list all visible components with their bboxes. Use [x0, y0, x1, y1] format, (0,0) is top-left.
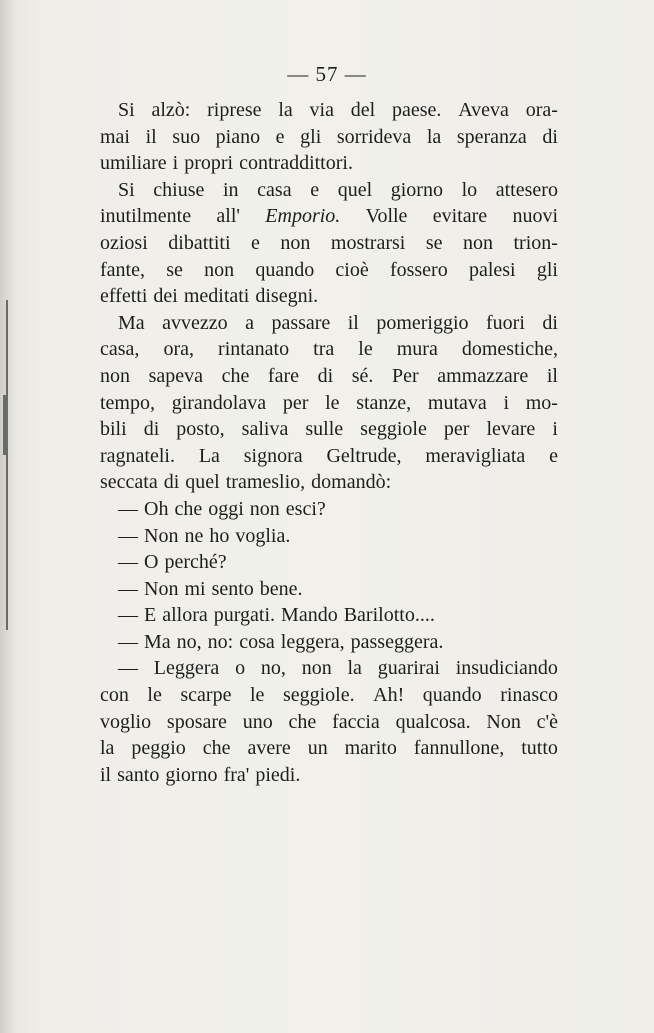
word: avere [247, 737, 291, 760]
word: saliva [241, 418, 289, 441]
text-line [100, 762, 558, 789]
word: sorrideva [336, 125, 412, 148]
word: quando [255, 258, 315, 281]
word: inutilmente [100, 205, 192, 228]
word: il [145, 125, 157, 148]
word: fare [267, 364, 299, 387]
word: pomeriggio [376, 311, 469, 334]
word: casa [257, 178, 292, 201]
word: bene. [259, 577, 303, 600]
word: — [118, 551, 138, 574]
word: palesi [468, 258, 516, 281]
text-line [100, 496, 558, 523]
word: marito [344, 737, 397, 760]
word: passeggera. [350, 630, 444, 653]
word: Emporio. [265, 205, 341, 228]
word: le [358, 338, 373, 361]
word: dei [153, 285, 178, 308]
word: fossero [389, 258, 448, 281]
text-line [100, 549, 558, 576]
word: di [317, 364, 334, 387]
word: propri [184, 152, 234, 175]
text-line [100, 416, 558, 443]
text-line [100, 124, 558, 151]
word: guarirai [377, 657, 440, 680]
word: Geltrude, [326, 444, 402, 467]
word: Si [118, 99, 135, 121]
text-line [100, 576, 558, 603]
word: — [118, 657, 138, 680]
binding-shadow-mark [6, 300, 8, 630]
word: e [251, 231, 260, 254]
text-line [100, 629, 558, 656]
word: mostrarsi [330, 231, 406, 254]
word: ragnateli. [100, 444, 175, 467]
word: per [282, 391, 309, 414]
word: Barilotto.... [343, 604, 435, 627]
word: tutto [521, 737, 558, 760]
word: lo [461, 178, 478, 201]
word: Ah! [373, 684, 405, 707]
word: non [463, 231, 493, 254]
word: seggiole. [282, 684, 355, 707]
word: scarpe [180, 684, 232, 707]
word: — [118, 497, 138, 520]
word: — [118, 577, 138, 600]
word: sé. [351, 364, 374, 387]
word: piano [215, 125, 261, 148]
word: oggi [208, 497, 244, 520]
word: e [549, 444, 558, 467]
word: umiliare [100, 152, 167, 175]
word: Per [391, 364, 419, 387]
word: o [235, 657, 246, 680]
word: Mando [281, 604, 338, 627]
word: qualcosa. [395, 710, 471, 733]
word: il [100, 763, 112, 786]
word: del [350, 99, 376, 121]
word: faccia [332, 710, 380, 733]
word: mo- [525, 391, 558, 414]
word: paese. [391, 99, 442, 121]
word: ora- [525, 99, 558, 121]
text-line [100, 310, 558, 337]
word: dibattiti [168, 231, 231, 254]
word: sulle [305, 418, 344, 441]
word: no, [176, 630, 202, 653]
word: fante, [100, 258, 145, 281]
word: via [309, 99, 334, 121]
word: Non [144, 524, 179, 547]
word: effetti [100, 285, 148, 308]
word: riprese [207, 99, 262, 121]
word: le [250, 684, 265, 707]
text-line [100, 709, 558, 736]
word: tra [313, 338, 335, 361]
word: cosa [239, 630, 275, 653]
word: mutava [427, 391, 487, 414]
word: le [147, 684, 162, 707]
word: oziosi [100, 231, 148, 254]
word: la [426, 125, 442, 148]
word: contraddittori. [239, 152, 353, 175]
word: alzò: [151, 99, 191, 121]
word: gli [536, 258, 558, 281]
word: tempo, [100, 391, 155, 414]
word: no: [207, 630, 234, 653]
word: la [278, 99, 293, 121]
word: posto, [176, 418, 225, 441]
word: mi [184, 577, 206, 600]
word: gli [300, 125, 322, 148]
text-line [100, 443, 558, 470]
word: evitare [432, 205, 488, 228]
text-line [100, 283, 558, 310]
word: fannullone, [413, 737, 505, 760]
word: con [100, 684, 129, 707]
word: ne [184, 524, 204, 547]
word: speranza [456, 125, 527, 148]
word: Oh [144, 497, 169, 520]
word: non [280, 231, 311, 254]
word: di [143, 418, 160, 441]
word: — [118, 630, 138, 653]
word: domestiche, [461, 338, 558, 361]
word: non [301, 657, 332, 680]
word: perché? [164, 551, 227, 574]
word: rintanato [218, 338, 290, 361]
word: chiuse [153, 178, 205, 201]
word: cioè [335, 258, 369, 281]
word: sposare [166, 710, 227, 733]
word: disegni. [255, 285, 319, 308]
word: uno [242, 710, 273, 733]
word: c'è [536, 710, 558, 733]
word: stanze, [356, 391, 412, 414]
word: avvezzo [162, 311, 228, 334]
text-line [100, 682, 558, 709]
word: ora, [163, 338, 194, 361]
word: seggiole [360, 418, 427, 441]
text-line [100, 97, 558, 124]
word: ho [209, 524, 230, 547]
text-line [100, 150, 558, 177]
word: il [347, 311, 359, 334]
text-line [100, 230, 558, 257]
binding-shadow-mark [3, 395, 6, 455]
word: signora [243, 444, 303, 467]
word: per [443, 418, 470, 441]
word: girandolava [171, 391, 267, 414]
word: le [325, 391, 340, 414]
word: voglia. [235, 524, 291, 547]
text-line [100, 257, 558, 284]
word: i [172, 152, 179, 175]
word: i [552, 418, 558, 441]
word: il [546, 364, 558, 387]
word: Aveva [458, 99, 509, 121]
word: — [118, 604, 138, 627]
word: attesero [495, 178, 558, 201]
word: mai [100, 125, 130, 148]
word: Ma [118, 311, 145, 334]
word: che [174, 497, 203, 520]
word: la [100, 737, 115, 760]
word: casa, [100, 338, 140, 361]
word: nuovi [512, 205, 558, 228]
word: Non [486, 710, 521, 733]
word: seccata [100, 471, 158, 494]
word: quel [185, 471, 220, 494]
text-line [100, 203, 558, 230]
text-line [100, 336, 558, 363]
word: santo [117, 763, 160, 786]
word: voglio [100, 710, 152, 733]
word: Ma [144, 630, 171, 653]
word: La [198, 444, 220, 467]
word: fuori [486, 311, 525, 334]
word: Volle [365, 205, 408, 228]
word: di [163, 471, 180, 494]
text-line [100, 177, 558, 204]
word: sento [211, 577, 254, 600]
word: meravigliata [425, 444, 526, 467]
word: trion- [513, 231, 558, 254]
word: purgati. [213, 604, 276, 627]
word: Leggera [153, 657, 220, 680]
word: meditati [183, 285, 250, 308]
word: passare [271, 311, 331, 334]
word: bili [100, 418, 127, 441]
word: un [307, 737, 328, 760]
word: mura [396, 338, 438, 361]
word: che [288, 710, 317, 733]
word: ammazzare [437, 364, 529, 387]
word: se [166, 258, 183, 281]
word: non [100, 364, 130, 387]
word: i [503, 391, 510, 414]
word: a [245, 311, 254, 334]
text-line [100, 390, 558, 417]
word: suo [172, 125, 201, 148]
word: rinasco [500, 684, 558, 707]
word: non [204, 258, 235, 281]
word: se [425, 231, 443, 254]
word: domandò: [311, 471, 392, 494]
word: — [118, 524, 138, 547]
word: e [310, 178, 320, 201]
word: la [347, 657, 362, 680]
word: allora [162, 604, 208, 627]
word: leggera, [280, 630, 345, 653]
text-line [100, 602, 558, 629]
word: esci? [285, 497, 326, 520]
word: giorno [390, 178, 443, 201]
word: quando [422, 684, 482, 707]
text-line [100, 655, 558, 682]
page-number: — 57 — [287, 62, 367, 86]
text-line [100, 363, 558, 390]
word: E [144, 604, 157, 627]
word: all' [216, 205, 240, 228]
word: di [542, 311, 558, 334]
word: no, [260, 657, 286, 680]
word: e [275, 125, 285, 148]
word: trameslio, [225, 471, 306, 494]
word: O [144, 551, 159, 574]
word: in [223, 178, 239, 201]
word: che [221, 364, 250, 387]
word: piedi. [255, 763, 301, 786]
text-line [100, 523, 558, 550]
word: Si [118, 178, 135, 201]
word: fra' [223, 763, 250, 786]
text-line [100, 735, 558, 762]
word: insudiciando [455, 657, 558, 680]
word: giorno [165, 763, 218, 786]
word: Non [144, 577, 179, 600]
body-text [100, 97, 558, 788]
word: sapeva [148, 364, 203, 387]
word: che [202, 737, 231, 760]
text-line [100, 469, 558, 496]
word: levare [486, 418, 536, 441]
word: quel [337, 178, 373, 201]
word: di [542, 125, 558, 148]
word: peggio [131, 737, 186, 760]
word: non [249, 497, 280, 520]
